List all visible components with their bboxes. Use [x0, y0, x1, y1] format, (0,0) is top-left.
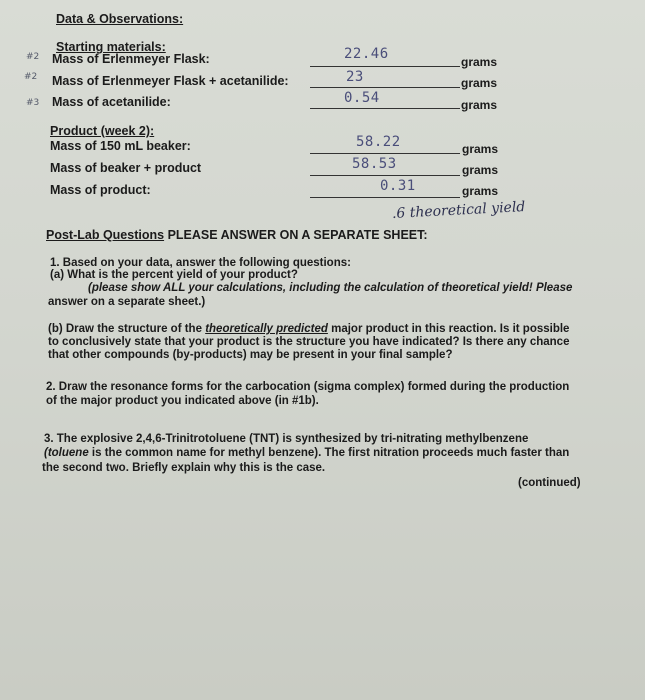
beaker-mass-value: 58.22 — [356, 134, 401, 150]
product-heading: Product (week 2): — [50, 124, 155, 138]
unit-label: grams — [461, 55, 498, 69]
section-title: Data & Observations: — [56, 12, 184, 26]
q1b-line3: that other compounds (by-products) may be present in your final sample? — [48, 349, 453, 361]
q2-line2: of the major product you indicated above (in #1b). — [46, 395, 319, 407]
q1a: (a) What is the percent yield of your product? — [50, 269, 298, 281]
theoretical-yield-note: .6 theoretical yield — [391, 199, 526, 222]
q1a-note-line1: (please show ALL your calculations, including the calculation of theoretical yield! Please — [88, 282, 573, 294]
row-mark: #2 — [26, 52, 40, 62]
postlab-header — [46, 228, 428, 242]
unit-label: grams — [462, 163, 499, 177]
answer-line — [310, 108, 460, 109]
q3-line1: 3. The explosive 2,4,6-Trinitrotoluene (TNT) is synthesized by tri-nitrating methylbenzene — [44, 433, 529, 445]
beaker-mass-label: Mass of 150 mL beaker: — [50, 139, 191, 153]
unit-label: grams — [461, 98, 498, 112]
answer-line — [310, 197, 460, 198]
q1a-note-line2: answer on a separate sheet.) — [48, 296, 206, 308]
q2-line1: 2. Draw the resonance forms for the carbocation (sigma complex) formed during the production — [46, 381, 570, 393]
q1b-line1 — [48, 322, 569, 336]
q3-rest: is the common name for methyl benzene). The first nitration proceeds much faster than — [88, 447, 570, 459]
product-mass-value: 0.31 — [380, 178, 416, 194]
product-mass-label: Mass of product: — [50, 183, 151, 197]
q1b-emphasis: theoretically predicted — [205, 323, 328, 335]
q1-intro: 1. Based on your data, answer the following questions: — [50, 257, 351, 269]
answer-line — [310, 153, 460, 154]
row-mark: #2 — [24, 72, 38, 82]
acetanilide-value: 0.54 — [344, 90, 380, 106]
acetanilide-label: Mass of acetanilide: — [52, 95, 171, 109]
answer-line — [310, 87, 460, 88]
continued-label: (continued) — [518, 477, 581, 489]
beaker-product-value: 58.53 — [352, 156, 397, 172]
answer-line — [310, 66, 460, 67]
unit-label: grams — [462, 184, 499, 198]
starting-heading: Starting materials: — [56, 40, 166, 54]
q3-line3: the second two. Briefly explain why this is the case. — [42, 462, 326, 474]
postlab-heading: Post-Lab Questions — [46, 228, 165, 242]
q1b-line2: to conclusively state that your product is the structure you have indicated? Is there any chance — [48, 336, 570, 348]
flask-acetanilide-value: 23 — [346, 69, 364, 85]
unit-label: grams — [462, 142, 499, 156]
unit-label: grams — [461, 76, 498, 90]
q3-emphasis: (toluene — [44, 447, 89, 459]
postlab-instruction: PLEASE ANSWER ON A SEPARATE SHEET: — [167, 228, 428, 242]
q3-line2 — [44, 446, 569, 460]
beaker-product-label: Mass of beaker + product — [50, 161, 202, 175]
row-mark: #3 — [26, 98, 40, 108]
flask-mass-value: 22.46 — [344, 46, 389, 62]
q1b-rest: major product in this reaction. Is it possible — [327, 323, 570, 335]
flask-mass-label: Mass of Erlenmeyer Flask: — [52, 52, 210, 66]
flask-acetanilide-label: Mass of Erlenmeyer Flask + acetanilide: — [52, 74, 289, 88]
q1b-prefix: (b) Draw the structure of the — [48, 323, 206, 335]
answer-line — [310, 175, 460, 176]
